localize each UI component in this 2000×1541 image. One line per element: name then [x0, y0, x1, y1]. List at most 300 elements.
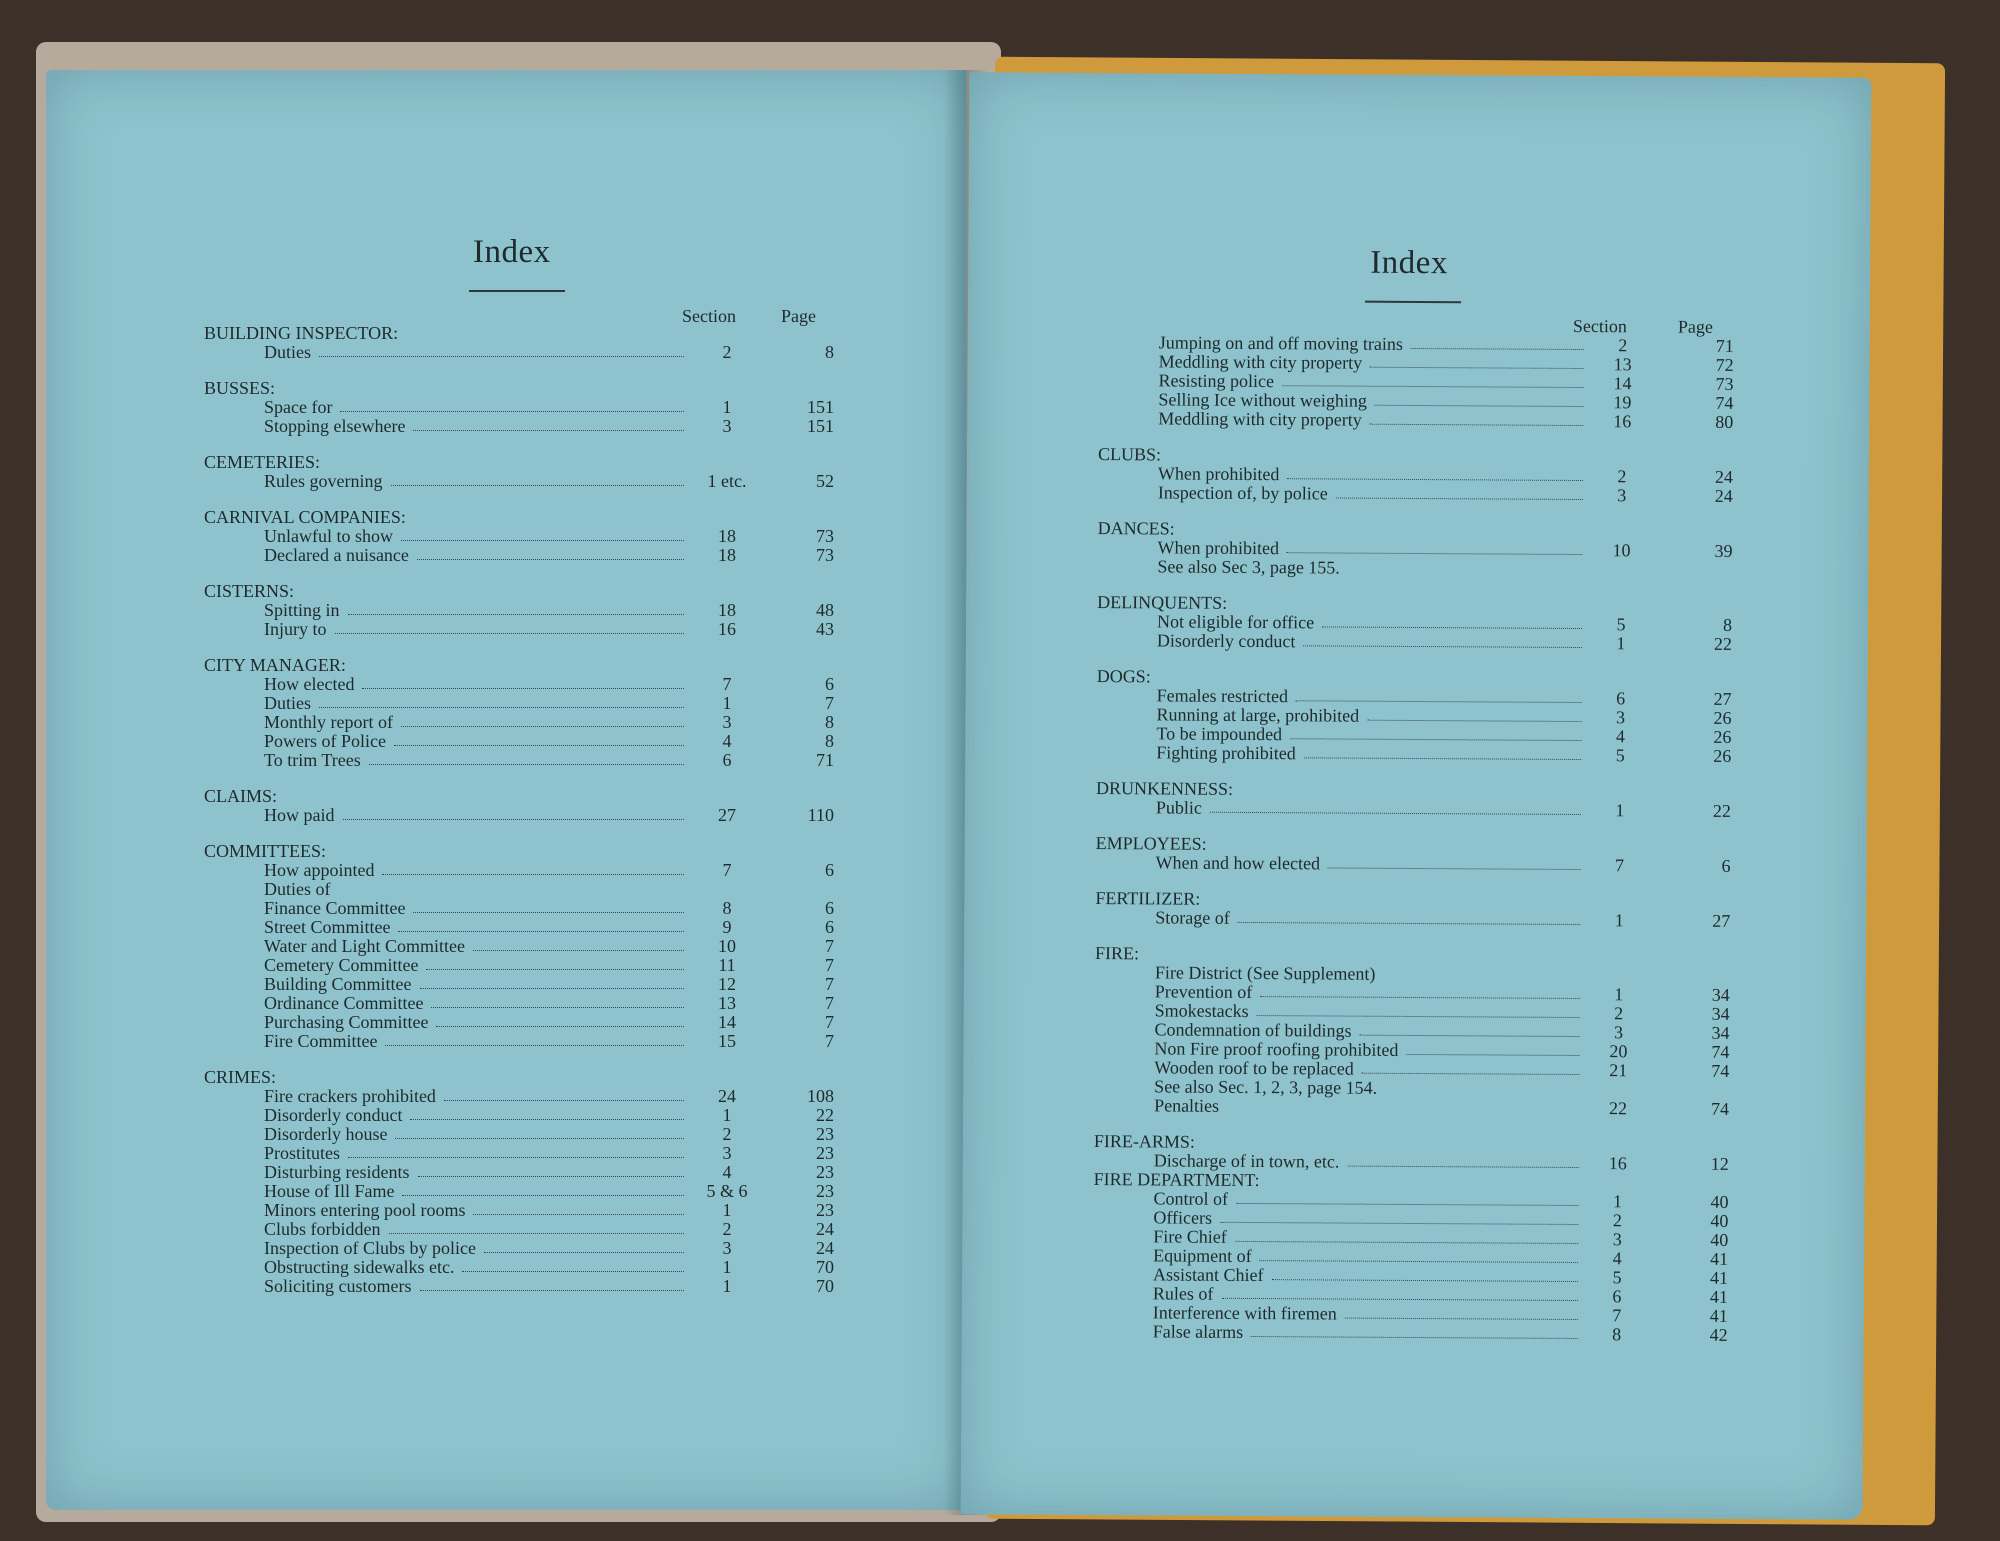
index-entry	[204, 975, 834, 994]
entry-section: 6	[1612, 1286, 1622, 1307]
entry-label: Meddling with city property	[1158, 408, 1362, 430]
dot-leader	[436, 1026, 684, 1027]
entry-section: 10	[718, 936, 736, 956]
entry-section: 18	[718, 526, 736, 546]
index-note: Fire District (See Supplement)	[1154, 962, 1376, 984]
entry-label: Not eligible for office	[1157, 611, 1315, 633]
dot-leader	[1322, 626, 1582, 629]
category-heading: DELINQUENTS:	[1097, 592, 1228, 613]
entry-page: 43	[816, 619, 834, 639]
column-header-page: Page	[1677, 316, 1713, 337]
entry-label: When prohibited	[1157, 537, 1280, 559]
dot-leader	[410, 1119, 684, 1120]
group-spacer	[204, 362, 834, 379]
title-underline	[1365, 301, 1461, 304]
dot-leader	[1362, 1073, 1580, 1075]
index-entry	[204, 1144, 834, 1163]
entry-page: 74	[1711, 1098, 1730, 1119]
entry-section: 6	[1616, 688, 1626, 709]
index-entry	[204, 806, 834, 825]
category-heading: FERTILIZER:	[1095, 888, 1201, 909]
entry-label: Non Fire proof roofing prohibited	[1154, 1038, 1399, 1060]
index-entry	[204, 994, 834, 1013]
dot-leader	[1221, 1298, 1577, 1301]
entry-page: 73	[816, 545, 834, 565]
dot-leader	[389, 1233, 685, 1234]
column-header-section: Section	[682, 306, 736, 326]
dot-leader	[1406, 1054, 1579, 1056]
entry-section: 3	[722, 416, 732, 436]
entry-page: 73	[816, 526, 834, 546]
dot-leader	[369, 764, 684, 765]
index-entry	[204, 937, 834, 956]
entry-label: Assistant Chief	[1153, 1264, 1264, 1286]
entry-section: 1	[1615, 800, 1625, 821]
entry-page: 7	[825, 693, 834, 713]
entry-page: 34	[1711, 1022, 1730, 1043]
category-heading: CISTERNS:	[204, 581, 295, 601]
index-entry	[204, 694, 834, 713]
entry-label: Duties	[264, 342, 311, 362]
dot-leader	[1260, 1260, 1579, 1263]
entry-label: Wooden roof to be replaced	[1154, 1057, 1354, 1079]
dot-leader	[382, 874, 684, 875]
entry-label: How elected	[264, 674, 355, 694]
entry-section: 4	[722, 731, 732, 751]
dot-leader	[1296, 700, 1582, 703]
entry-page: 8	[825, 712, 834, 732]
index-entry	[204, 1032, 834, 1051]
entry-label: Purchasing Committee	[264, 1012, 429, 1032]
entry-section: 1	[1614, 984, 1624, 1005]
index-entry	[204, 751, 834, 770]
entry-section: 2	[722, 342, 732, 362]
dot-leader	[340, 411, 684, 412]
entry-page: 24	[1714, 485, 1733, 506]
dot-leader	[1328, 867, 1581, 870]
category-heading: CLUBS:	[1098, 444, 1162, 465]
entry-label: Resisting police	[1158, 370, 1275, 392]
dot-leader	[402, 1195, 684, 1196]
entry-section: 1	[722, 1257, 732, 1277]
entry-section: 11	[718, 955, 736, 975]
entry-page: 22	[816, 1105, 834, 1125]
index-entry	[204, 918, 834, 937]
index-entry	[1098, 409, 1733, 432]
entry-section: 18	[718, 600, 736, 620]
entry-section: 7	[1612, 1305, 1622, 1326]
entry-label: Storage of	[1155, 907, 1230, 928]
entry-label: Fighting prohibited	[1156, 742, 1296, 764]
entry-section: 24	[718, 1086, 736, 1106]
entry-section: 5 & 6	[706, 1181, 748, 1201]
dot-leader	[484, 1252, 684, 1253]
entry-section: 1	[722, 1276, 732, 1296]
index-entry	[204, 472, 834, 491]
index-entry	[204, 1087, 834, 1106]
entry-page: 48	[816, 600, 834, 620]
entry-section: 1	[722, 1105, 732, 1125]
entry-section: 20	[1609, 1041, 1628, 1062]
dot-leader	[343, 819, 685, 820]
entry-label: Clubs forbidden	[264, 1219, 381, 1239]
page-title: Index	[1370, 244, 1449, 282]
dot-leader	[1360, 1035, 1580, 1037]
entry-section: 2	[1614, 1003, 1624, 1024]
entry-section: 3	[722, 712, 732, 732]
dot-leader	[401, 726, 684, 727]
entry-page: 23	[816, 1200, 834, 1220]
entry-section: 12	[718, 974, 736, 994]
entry-page: 40	[1710, 1191, 1729, 1212]
index-entry	[204, 601, 834, 620]
left-page	[46, 70, 966, 1510]
entry-section: 5	[1615, 745, 1625, 766]
entry-page: 22	[1712, 800, 1731, 821]
dot-leader	[420, 988, 685, 989]
entry-label: Unlawful to show	[264, 526, 393, 546]
entry-page: 41	[1709, 1286, 1729, 1307]
index-entry	[1096, 853, 1731, 876]
entry-label: Inspection of, by police	[1157, 482, 1328, 504]
index-list-left	[204, 324, 834, 1296]
entry-section: 1	[722, 693, 732, 713]
dot-leader	[1251, 1336, 1578, 1339]
dot-leader	[348, 614, 684, 615]
category-heading: BUSSES:	[204, 378, 276, 398]
dot-leader	[1210, 812, 1581, 815]
entry-label: Water and Light Committee	[264, 936, 465, 956]
entry-section: 7	[1615, 855, 1625, 876]
index-entry	[204, 620, 834, 639]
index-note: See also Sec 3, page 155.	[1157, 556, 1340, 578]
entry-page: 34	[1711, 984, 1730, 1005]
dot-leader	[1345, 1318, 1578, 1320]
entry-label: Disorderly house	[264, 1124, 388, 1144]
entry-section: 21	[1609, 1060, 1628, 1081]
category-heading: DOGS:	[1096, 666, 1151, 687]
entry-label: Meddling with city property	[1158, 351, 1363, 373]
dot-leader	[1272, 1279, 1579, 1282]
entry-section: 16	[1613, 411, 1632, 432]
entry-page: 73	[1715, 373, 1734, 394]
dot-leader	[413, 430, 684, 431]
entry-page: 40	[1710, 1229, 1729, 1250]
entry-label: How appointed	[264, 860, 375, 880]
entry-page: 8	[825, 342, 834, 362]
entry-page: 7	[825, 974, 834, 994]
index-list-right	[1093, 333, 1734, 1345]
dot-leader	[1304, 757, 1582, 760]
entry-label: Stopping elsewhere	[264, 416, 406, 436]
entry-section: 1	[722, 1200, 732, 1220]
entry-label: Inspection of Clubs by police	[264, 1238, 476, 1258]
dot-leader	[1236, 1203, 1578, 1206]
entry-section: 7	[722, 674, 732, 694]
entry-label: Smokestacks	[1154, 1000, 1249, 1021]
entry-label: Street Committee	[264, 917, 391, 937]
index-entry	[204, 1201, 834, 1220]
index-entry	[204, 527, 834, 546]
index-entry	[204, 956, 834, 975]
index-entry	[204, 899, 834, 918]
index-entry	[1094, 1096, 1729, 1119]
entry-label: Disorderly conduct	[264, 1105, 403, 1125]
index-entry	[204, 546, 834, 565]
entry-label: Minors entering pool rooms	[264, 1200, 466, 1220]
index-entry	[204, 1277, 834, 1296]
entry-section: 8	[722, 898, 732, 918]
entry-section: 1	[1616, 633, 1626, 654]
index-entry	[204, 1182, 834, 1201]
entry-page: 27	[1713, 688, 1732, 709]
entry-page: 6	[1721, 855, 1731, 876]
index-entry	[204, 417, 834, 436]
entry-section: 1 etc.	[707, 471, 747, 491]
index-entry	[1093, 1322, 1728, 1345]
dot-leader	[473, 950, 684, 951]
entry-section: 10	[1612, 540, 1631, 561]
dot-leader	[385, 1045, 684, 1046]
entry-section: 3	[1615, 707, 1626, 728]
entry-section: 14	[718, 1012, 736, 1032]
entry-section: 2	[722, 1219, 732, 1239]
entry-section: 2	[1618, 335, 1628, 356]
dot-leader	[1367, 720, 1581, 722]
entry-section: 8	[1612, 1324, 1622, 1345]
entry-page: 6	[825, 674, 834, 694]
dot-leader	[395, 1138, 684, 1139]
index-entry	[1095, 908, 1730, 931]
entry-page: 24	[816, 1219, 834, 1239]
entry-section: 1	[1612, 1191, 1623, 1212]
entry-page: 23	[816, 1143, 834, 1163]
entry-section: 16	[1608, 1153, 1627, 1174]
entry-label: Duties	[264, 693, 311, 713]
entry-label: Powers of Police	[264, 731, 386, 751]
entry-section: 2	[1617, 466, 1627, 487]
dot-leader	[1370, 424, 1584, 426]
entry-page: 7	[825, 1012, 834, 1032]
entry-section: 15	[718, 1031, 736, 1051]
entry-section: 7	[722, 860, 732, 880]
entry-label: Disorderly conduct	[1156, 630, 1296, 652]
entry-section: 27	[718, 805, 736, 825]
entry-page: 34	[1711, 1003, 1730, 1024]
dot-leader	[319, 356, 684, 357]
page-title: Index	[473, 234, 551, 270]
entry-label: Obstructing sidewalks etc.	[264, 1257, 455, 1277]
entry-label: Declared a nuisance	[264, 545, 409, 565]
group-spacer	[204, 491, 834, 508]
entry-section: 3	[1613, 1022, 1624, 1043]
entry-page: 7	[825, 936, 834, 956]
entry-page: 6	[825, 898, 834, 918]
dot-leader	[418, 1176, 685, 1177]
entry-page: 41	[1710, 1248, 1729, 1269]
entry-section: 1	[1614, 910, 1624, 931]
entry-label: Prostitutes	[264, 1143, 341, 1163]
category-heading: CRIMES:	[204, 1067, 277, 1087]
index-note: See also Sec. 1, 2, 3, page 154.	[1154, 1076, 1378, 1098]
entry-label: Space for	[264, 397, 333, 417]
dot-leader	[413, 912, 684, 913]
dot-leader	[1235, 1241, 1578, 1244]
dot-leader	[1411, 348, 1584, 350]
entry-page: 7	[825, 993, 834, 1013]
entry-page: 23	[816, 1162, 834, 1182]
entry-page: 23	[816, 1181, 834, 1201]
entry-page: 26	[1713, 726, 1732, 747]
entry-label: Prevention of	[1154, 981, 1253, 1003]
index-entry	[204, 1239, 834, 1258]
entry-label: When and how elected	[1155, 852, 1321, 874]
entry-page: 24	[816, 1238, 834, 1258]
entry-page: 74	[1715, 392, 1734, 413]
dot-leader	[335, 633, 685, 634]
dot-leader	[1347, 1166, 1578, 1168]
column-header-section: Section	[1572, 315, 1627, 337]
entry-label: Interference with firemen	[1152, 1302, 1337, 1324]
entry-section: 2	[722, 1124, 732, 1144]
dot-leader	[394, 745, 684, 746]
dot-leader	[1260, 996, 1580, 999]
entry-label: Fire Chief	[1153, 1226, 1227, 1247]
entry-label: Penalties	[1154, 1095, 1220, 1116]
entry-section: 4	[1612, 1248, 1622, 1269]
group-spacer	[204, 825, 834, 842]
entry-page: 8	[1722, 614, 1733, 635]
dot-leader	[391, 485, 685, 486]
entry-label: Discharge of in town, etc.	[1153, 1150, 1340, 1172]
entry-section: 19	[1613, 392, 1632, 413]
category-heading: DANCES:	[1097, 518, 1175, 539]
dot-leader	[426, 969, 684, 970]
dot-leader	[1336, 498, 1583, 501]
entry-label: Rules of	[1152, 1283, 1214, 1304]
entry-page: 23	[816, 1124, 834, 1144]
entry-section: 3	[1612, 1229, 1622, 1250]
entry-label: Fire crackers prohibited	[264, 1086, 436, 1106]
entry-page: 71	[816, 750, 834, 770]
entry-section: 3	[722, 1143, 732, 1163]
category-heading: CARNIVAL COMPANIES:	[204, 507, 406, 527]
entry-page: 42	[1709, 1324, 1728, 1345]
dot-leader	[1257, 1015, 1580, 1018]
index-note: Duties of	[264, 879, 331, 899]
entry-label: Finance Committee	[264, 898, 406, 918]
dot-leader	[348, 1157, 684, 1158]
group-spacer	[204, 1051, 834, 1068]
index-entry	[204, 1258, 834, 1277]
entry-page: 52	[816, 471, 834, 491]
category-heading: COMMITTEES:	[204, 841, 327, 861]
entry-label: Females restricted	[1156, 685, 1289, 707]
entry-label: Cemetery Committee	[264, 955, 419, 975]
index-entry	[1096, 798, 1731, 821]
dot-leader	[431, 1007, 684, 1008]
dot-leader	[1220, 1222, 1578, 1225]
entry-section: 3	[722, 1238, 732, 1258]
entry-label: Building Committee	[264, 974, 412, 994]
entry-section: 5	[1612, 1267, 1622, 1288]
entry-page: 110	[807, 805, 834, 825]
category-heading: EMPLOYEES:	[1095, 833, 1207, 854]
dot-leader	[417, 559, 684, 560]
entry-section: 13	[718, 993, 736, 1013]
dot-leader	[1290, 738, 1581, 741]
entry-label: Ordinance Committee	[264, 993, 424, 1013]
index-entry	[204, 398, 834, 417]
index-entry	[204, 861, 834, 880]
dot-leader	[398, 931, 684, 932]
entry-section: 16	[718, 619, 736, 639]
index-entry	[204, 343, 834, 362]
category-heading: FIRE-ARMS:	[1093, 1131, 1195, 1152]
entry-page: 41	[1709, 1305, 1728, 1326]
dot-leader	[1370, 367, 1584, 369]
index-entry	[1098, 483, 1733, 506]
dot-leader	[1287, 552, 1583, 555]
dot-leader	[319, 707, 684, 708]
index-entry	[204, 1106, 834, 1125]
entry-page: 22	[1713, 633, 1732, 654]
category-heading: FIRE:	[1094, 943, 1140, 964]
group-spacer	[204, 639, 834, 656]
entry-label: Rules governing	[264, 471, 383, 491]
category-heading: DRUNKENNESS:	[1095, 778, 1234, 799]
entry-page: 151	[807, 416, 834, 436]
entry-label: Injury to	[264, 619, 327, 639]
entry-section: 13	[1613, 354, 1632, 375]
entry-label: Disturbing residents	[264, 1162, 410, 1182]
dot-leader	[401, 540, 684, 541]
title-underline	[469, 290, 565, 292]
entry-section: 4	[722, 1162, 732, 1182]
entry-page: 7	[825, 1031, 834, 1051]
entry-page: 26	[1713, 745, 1732, 766]
entry-section: 3	[1617, 485, 1627, 506]
dot-leader	[1238, 922, 1581, 925]
dot-leader	[1282, 385, 1584, 388]
entry-section: 1	[722, 397, 732, 417]
entry-page: 39	[1714, 540, 1733, 561]
dot-leader	[462, 1271, 684, 1272]
index-entry	[204, 1013, 834, 1032]
entry-label: How paid	[264, 805, 335, 825]
entry-section: 4	[1615, 726, 1625, 747]
entry-section: 22	[1609, 1098, 1628, 1119]
dot-leader	[1287, 478, 1583, 481]
entry-section: 14	[1613, 373, 1632, 394]
dot-leader	[444, 1100, 684, 1101]
column-header-page: Page	[781, 306, 816, 326]
entry-label: Running at large, prohibited	[1156, 704, 1360, 726]
entry-section: 9	[722, 917, 732, 937]
entry-section: 6	[722, 750, 732, 770]
group-spacer	[204, 436, 834, 453]
entry-label: Spitting in	[264, 600, 340, 620]
entry-page: 108	[807, 1086, 834, 1106]
entry-label: Condemnation of buildings	[1154, 1019, 1352, 1041]
entry-page: 72	[1715, 354, 1734, 375]
dot-leader	[473, 1214, 684, 1215]
entry-label: To trim Trees	[264, 750, 361, 770]
entry-label: False alarms	[1152, 1321, 1244, 1342]
entry-label: Equipment of	[1153, 1245, 1252, 1267]
entry-page: 151	[807, 397, 834, 417]
category-heading: CEMETERIES:	[204, 452, 320, 472]
